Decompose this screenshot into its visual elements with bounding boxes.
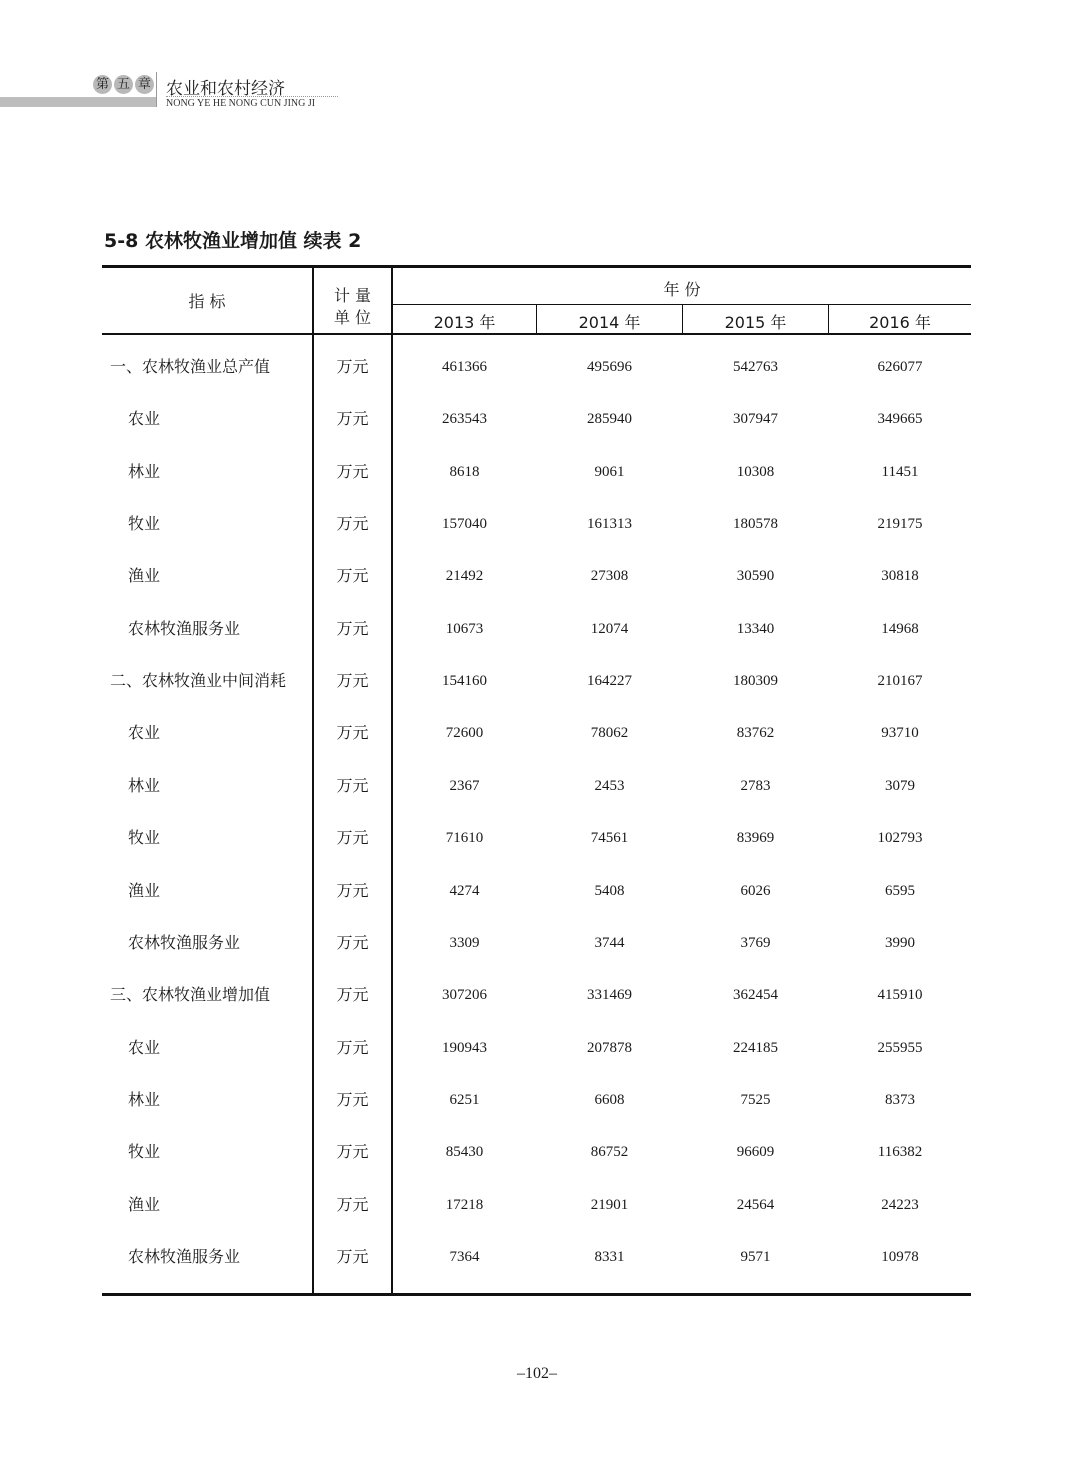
row-value: 307947 (733, 411, 778, 428)
row-unit: 万元 (336, 357, 369, 376)
table-row (102, 917, 971, 969)
table-row (102, 865, 971, 917)
row-label: 农林牧渔服务业 (128, 618, 241, 638)
row-value: 307206 (442, 987, 487, 1004)
row-value: 7364 (449, 1248, 480, 1265)
header-dotted-rule (166, 96, 338, 97)
row-value: 83762 (736, 725, 775, 742)
row-value: 24564 (736, 1196, 775, 1213)
row-label: 农业 (128, 409, 161, 429)
row-value: 83969 (736, 830, 775, 847)
row-value: 8331 (594, 1248, 625, 1265)
row-value: 263543 (442, 411, 487, 428)
row-value: 13340 (736, 620, 775, 637)
row-value: 6595 (885, 882, 915, 899)
row-label: 农业 (128, 1037, 161, 1057)
row-label: 牧业 (128, 1142, 161, 1162)
row-value: 30818 (881, 568, 919, 585)
row-unit: 万元 (336, 566, 369, 586)
row-value: 96609 (736, 1144, 775, 1161)
row-value: 11451 (881, 463, 919, 480)
row-value: 9571 (740, 1248, 771, 1265)
header-unit-line1: 计 量 (333, 286, 372, 305)
row-unit: 万元 (336, 1089, 369, 1109)
row-label: 林业 (128, 1089, 161, 1109)
row-value: 6608 (594, 1091, 625, 1108)
chapter-char: 章 (135, 75, 154, 94)
table-row (102, 1179, 971, 1231)
row-value: 255955 (877, 1039, 923, 1056)
row-unit: 万元 (336, 409, 369, 429)
row-unit: 万元 (336, 1194, 369, 1214)
row-unit: 万元 (336, 618, 369, 638)
chapter-subtitle: NONG YE HE NONG CUN JING JI (166, 98, 316, 109)
table-row (102, 341, 971, 393)
row-value: 190943 (442, 1039, 487, 1056)
table-row (102, 707, 971, 759)
row-value: 10308 (736, 463, 775, 480)
row-value: 102793 (877, 830, 923, 847)
header-year: 2013 年 (433, 313, 496, 332)
row-value: 8618 (449, 463, 480, 480)
row-unit: 万元 (336, 775, 369, 795)
table-row (102, 446, 971, 498)
row-value: 542763 (733, 359, 778, 375)
row-value: 3309 (449, 934, 480, 951)
row-unit: 万元 (336, 1246, 369, 1266)
row-value: 161313 (587, 516, 632, 533)
chapter-title: 农业和农村经济 (166, 79, 285, 99)
row-value: 7525 (740, 1091, 771, 1108)
row-label: 渔业 (128, 880, 161, 900)
row-value: 30590 (736, 568, 775, 585)
table-row (102, 393, 971, 445)
row-label: 牧业 (128, 828, 161, 848)
row-value: 2783 (740, 777, 771, 794)
row-unit: 万元 (336, 828, 369, 848)
row-unit: 万元 (336, 880, 369, 900)
row-value: 331469 (587, 987, 632, 1004)
row-value: 72600 (445, 725, 484, 742)
row-value: 626077 (877, 359, 923, 375)
row-value: 93710 (881, 725, 919, 742)
row-value: 495696 (587, 359, 632, 375)
row-label: 林业 (128, 461, 161, 481)
header-year: 2016 年 (869, 313, 931, 332)
table-row (102, 812, 971, 864)
table-row (102, 550, 971, 602)
header-year-group: 年 份 (663, 280, 701, 299)
row-value: 74561 (590, 830, 629, 847)
row-value: 154160 (442, 673, 487, 690)
row-value: 3769 (740, 934, 771, 951)
row-label: 一、农林牧渔业总产值 (110, 357, 271, 376)
row-value: 6251 (449, 1091, 480, 1108)
chapter-char: 五 (114, 75, 133, 94)
chapter-char: 第 (93, 75, 112, 94)
row-value: 164227 (587, 673, 632, 690)
row-label: 农林牧渔服务业 (128, 932, 241, 952)
row-value: 219175 (877, 516, 923, 533)
row-unit: 万元 (336, 461, 369, 481)
table-row (102, 969, 971, 1021)
row-value: 3744 (594, 934, 625, 951)
row-value: 71610 (445, 830, 484, 847)
row-value: 5408 (594, 882, 625, 899)
row-value: 8373 (885, 1091, 915, 1108)
header-bar (0, 97, 156, 107)
row-value: 85430 (445, 1144, 484, 1161)
header-unit-line2: 单 位 (333, 308, 372, 327)
row-value: 21901 (590, 1196, 629, 1213)
row-unit: 万元 (336, 671, 369, 691)
row-value: 10673 (445, 620, 484, 637)
header-year: 2014 年 (578, 313, 641, 332)
row-unit: 万元 (336, 1037, 369, 1057)
row-value: 285940 (587, 411, 632, 428)
table-row (102, 603, 971, 655)
row-unit: 万元 (336, 932, 369, 952)
row-value: 3990 (885, 934, 915, 951)
row-value: 10978 (881, 1248, 919, 1265)
row-value: 78062 (590, 725, 629, 742)
row-value: 157040 (442, 516, 487, 533)
row-value: 210167 (877, 673, 923, 690)
table-row (102, 1022, 971, 1074)
table-row (102, 1231, 971, 1283)
row-unit: 万元 (336, 985, 369, 1005)
row-label: 渔业 (128, 566, 161, 586)
row-value: 21492 (445, 568, 484, 585)
table-row (102, 760, 971, 812)
row-unit: 万元 (336, 1142, 369, 1162)
row-value: 349665 (877, 411, 923, 428)
row-value: 17218 (445, 1196, 484, 1213)
chapter-badge (93, 75, 154, 94)
row-value: 14968 (881, 620, 919, 637)
header-divider (156, 72, 157, 107)
row-value: 86752 (590, 1144, 629, 1161)
row-label: 农林牧渔服务业 (128, 1246, 241, 1266)
row-unit: 万元 (336, 514, 369, 534)
row-label: 三、农林牧渔业增加值 (110, 985, 271, 1005)
row-unit: 万元 (336, 723, 369, 743)
row-value: 3079 (885, 777, 915, 794)
row-value: 9061 (594, 463, 625, 480)
row-value: 415910 (877, 987, 923, 1004)
row-value: 6026 (740, 882, 771, 899)
row-value: 224185 (733, 1039, 778, 1056)
row-label: 农业 (128, 723, 161, 743)
table-row (102, 655, 971, 707)
table-row (102, 1126, 971, 1178)
row-label: 林业 (128, 775, 161, 795)
table-row (102, 1074, 971, 1126)
row-label: 二、农林牧渔业中间消耗 (110, 671, 287, 691)
table-top-rule (102, 265, 971, 268)
table-title: 5-8 农林牧渔业增加值 续表 2 (104, 230, 362, 252)
row-label: 牧业 (128, 514, 161, 534)
row-value: 2453 (594, 777, 625, 794)
row-value: 24223 (881, 1196, 919, 1213)
row-value: 4274 (449, 882, 480, 899)
row-value: 27308 (590, 568, 629, 585)
row-value: 362454 (733, 987, 778, 1004)
row-value: 2367 (449, 777, 480, 794)
row-value: 12074 (590, 620, 629, 637)
row-value: 116382 (877, 1144, 923, 1161)
table-bottom-rule (102, 1293, 971, 1296)
row-value: 207878 (587, 1039, 632, 1056)
table-row (102, 498, 971, 550)
header-year: 2015 年 (724, 313, 787, 332)
row-value: 180309 (733, 673, 778, 690)
header-indicator: 指 标 (188, 292, 226, 311)
row-value: 461366 (442, 359, 487, 375)
row-label: 渔业 (128, 1194, 161, 1214)
page-number: –102– (517, 1365, 557, 1382)
row-value: 180578 (733, 516, 778, 533)
